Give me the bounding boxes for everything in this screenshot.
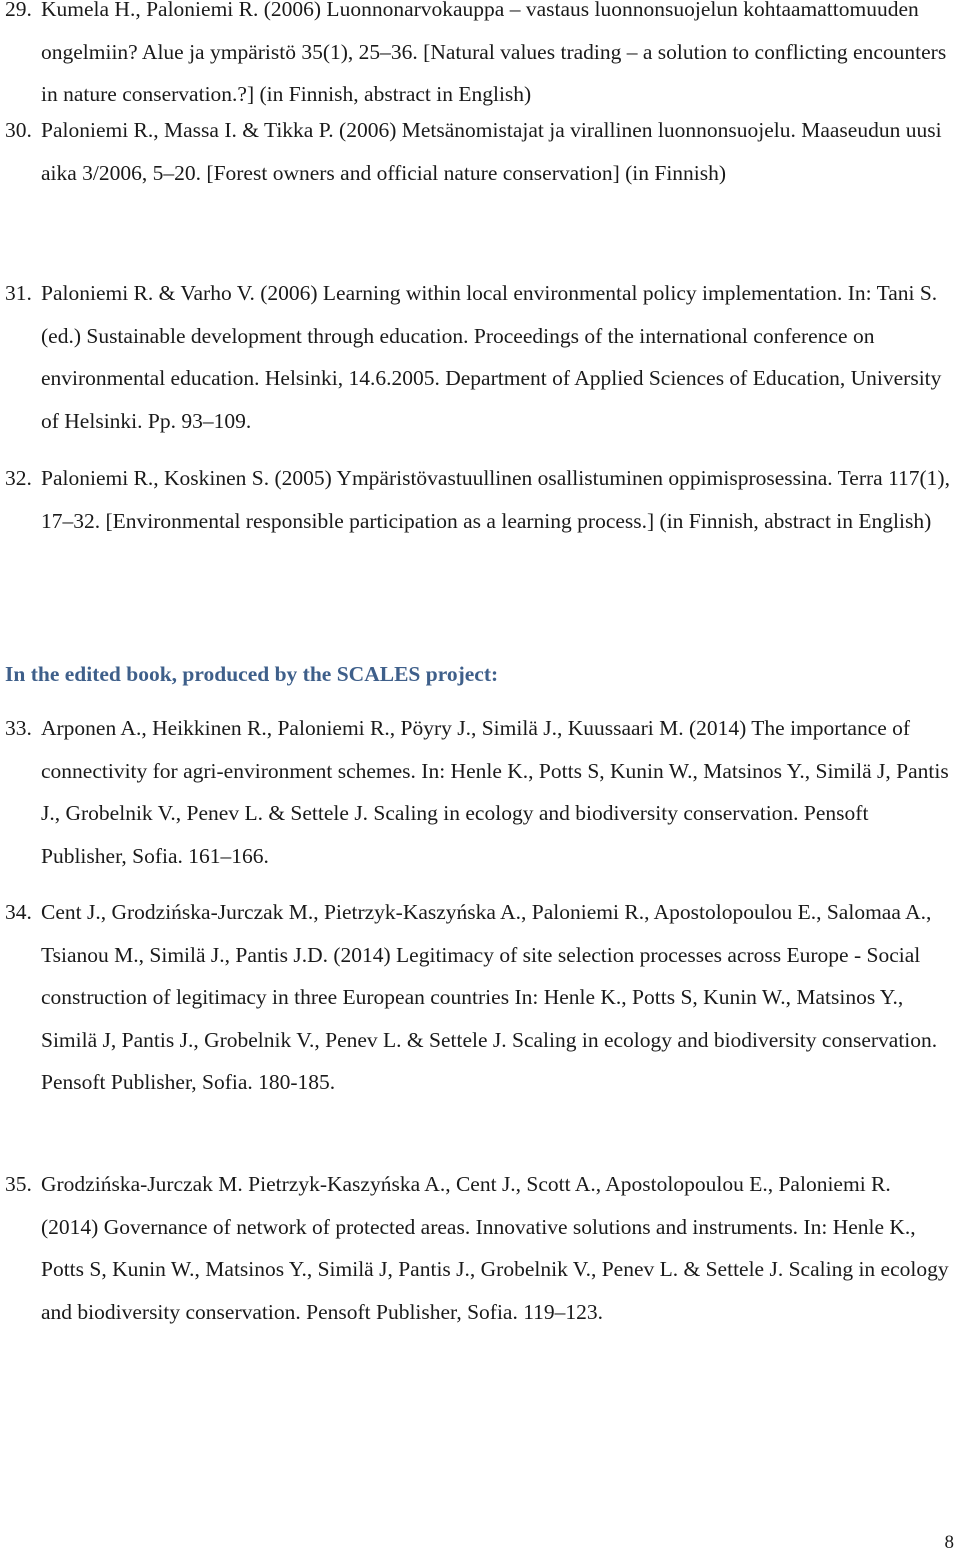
reference-number: 30. [5,118,32,142]
reference-number: 31. [5,281,32,305]
reference-item-29 [5,0,953,116]
reference-text: Cent J., Grodzińska-Jurczak M., Pietrzyk-Kaszyńska A., Paloniemi R., Apostolopoulou E., Salomaa A., Tsianou M., Similä J., Pantis J.D. (2014) Legitimacy of site selection processes across Europe - Social construction of legitimacy in three European countries In: Henle K., Potts S, Kunin W., Matsinos Y., Similä J, Pantis J., Grobelnik V., Penev L. & Settele J. Scaling in ecology and biodiversity conservation. Pensoft Publisher, Sofia. 180-185. [41,900,938,1095]
reference-item-34 [5,891,953,1104]
reference-text: Kumela H., Paloniemi R. (2006) Luonnonarvokauppa – vastaus luonnonsuojelun kohtaamattomuuden ongelmiin? Alue ja ympäristö 35(1), 25–36. [Natural values trading – a solution to conflicting encounters in nature conservation.?] (in Finnish, abstract in English) [41,0,947,107]
reference-text: Paloniemi R. & Varho V. (2006) Learning within local environmental policy implementation. In: Tani S. (ed.) Sustainable development through education. Proceedings of the international conference on environmental education. Helsinki, 14.6.2005. Department of Applied Sciences of Education, University of Helsinki. Pp. 93–109. [41,281,942,433]
reference-number: 33. [5,716,32,740]
reference-text: Grodzińska-Jurczak M. Pietrzyk-Kaszyńska A., Cent J., Scott A., Apostolopoulou E., Paloniemi R. (2014) Governance of network of protected areas. Innovative solutions and instruments. In: Henle K., Potts S, Kunin W., Matsinos Y., Similä J, Pantis J., Grobelnik V., Penev L. & Settele J. Scaling in ecology and biodiversity conservation. Pensoft Publisher, Sofia. 119–123. [41,1172,949,1324]
reference-text: Paloniemi R., Massa I. & Tikka P. (2006) Metsänomistajat ja virallinen luonnonsuojelu. Maaseudun uusi aika 3/2006, 5–20. [Forest owners and official nature conservation] (in Finnish) [41,118,942,185]
reference-number: 29. [5,0,32,21]
reference-number: 35. [5,1172,32,1196]
reference-number: 32. [5,466,32,490]
reference-number: 34. [5,900,32,924]
reference-item-31 [5,272,953,442]
reference-text: Arponen A., Heikkinen R., Paloniemi R., Pöyry J., Similä J., Kuussaari M. (2014) The importance of connectivity for agri-environment schemes. In: Henle K., Potts S, Kunin W., Matsinos Y., Similä J, Pantis J., Grobelnik V., Penev L. & Settele J. Scaling in ecology and biodiversity conservation. Pensoft Publisher, Sofia. 161–166. [41,716,949,868]
reference-item-35 [5,1163,953,1333]
reference-item-33 [5,707,953,877]
reference-text: Paloniemi R., Koskinen S. (2005) Ympäristövastuullinen osallistuminen oppimisprosessina. Terra 117(1), 17–32. [Environmental responsible participation as a learning process.] (in Finnish, abstract in English) [41,466,950,533]
section-heading: In the edited book, produced by the SCALES project: [5,662,499,686]
reference-item-30 [5,109,953,194]
page-number: 8 [944,1532,954,1553]
reference-item-32 [5,457,953,542]
